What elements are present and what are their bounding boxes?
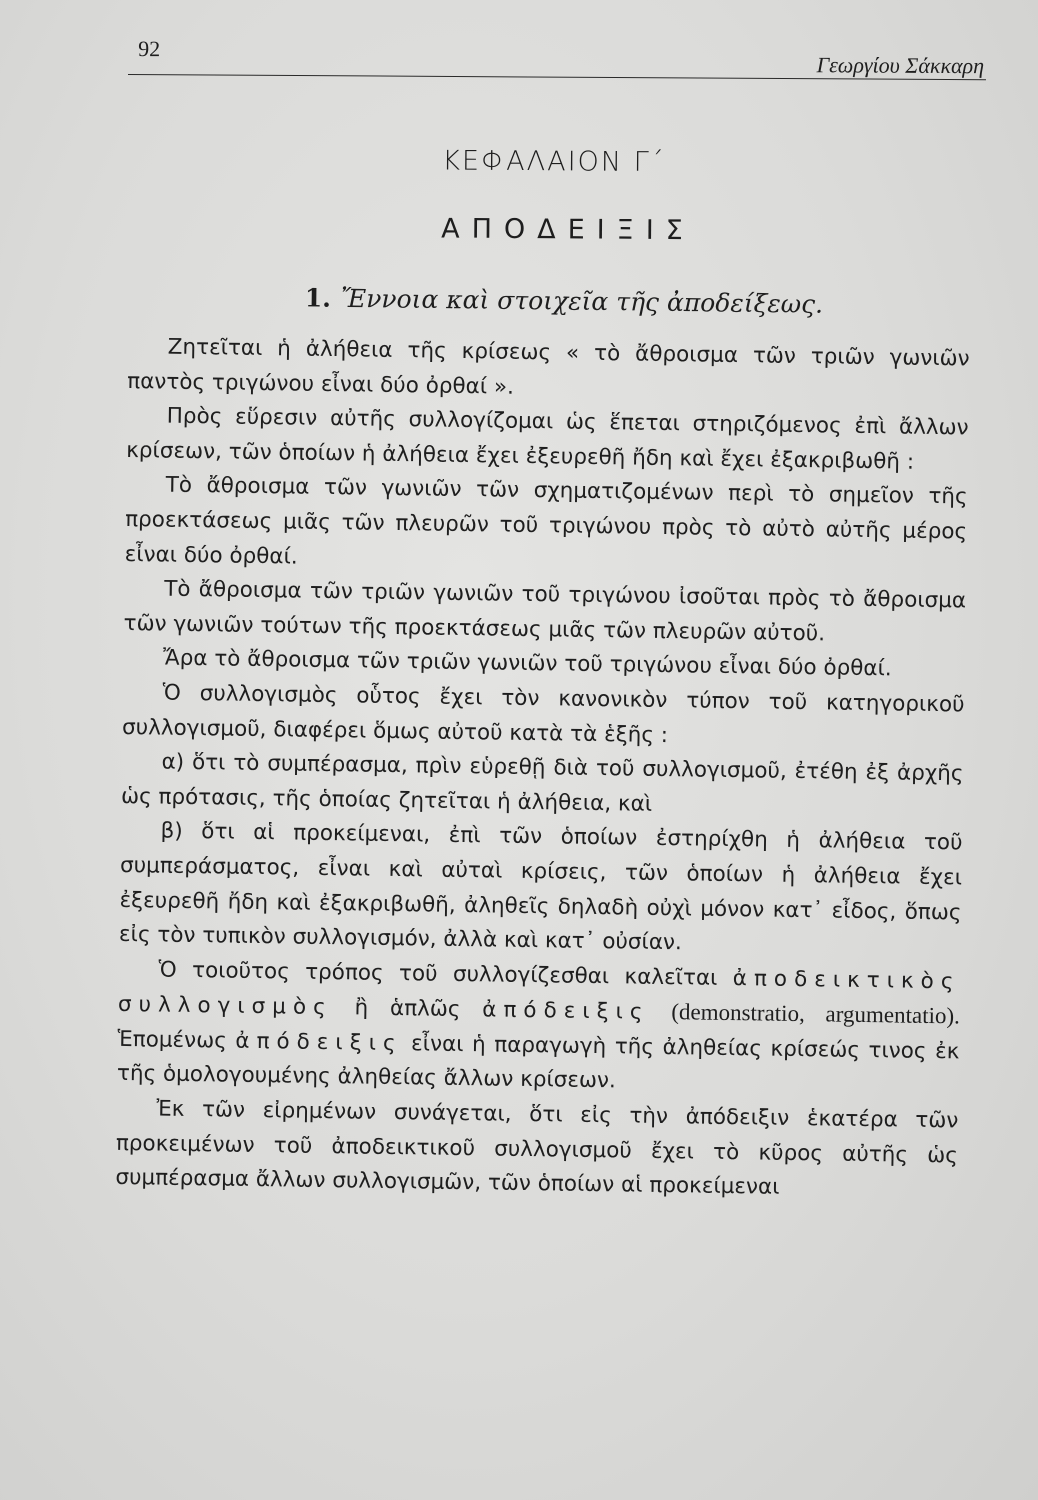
paragraph: Τὸ ἄθροισμα τῶν τριῶν γωνιῶν τοῦ τριγώνου ἰσοῦται πρὸς τὸ ἄθροισμα τῶν γωνιῶν τούτων τῆς προεκτάσεως μιᾶς τῶν πλευρῶν αὐτοῦ. [123, 576, 967, 647]
paragraph: Ζητεῖται ἡ ἀλήθεια τῆς κρίσεως « τὸ ἄθροισμα τῶν τριῶν γωνιῶν παντὸς τριγώνου εἶναι δύο ὀρθαί ». [127, 334, 970, 400]
list-item-beta: β) ὅτι αἱ προκείμεναι, ἐπὶ τῶν ὁποίων ἐστηρίχθη ἡ ἀλήθεια τοῦ συμπεράσματος, εἶναι καὶ αὐταὶ κρίσεις, τῶν ὁποίων ἡ ἀλήθεια ἔχει ἐξευρεθῆ ἤδη καὶ ἐξακριβωθῆ, ἀληθεῖς δηλαδὴ οὐχὶ μόνον κατ᾽ εἶδος, ὅπως εἰς τὸν τυπικὸν συλλογισμόν, ἀλλὰ καὶ κατ᾽ οὐσίαν. [118, 818, 963, 956]
definition-text: Ὁ τοιοῦτος τρόπος τοῦ συλλογίζεσθαι καλεῖται [158, 957, 718, 991]
paragraph: Ὁ συλλογισμὸς οὗτος ἔχει τὸν κανονικὸν τύπον τοῦ κατηγορικοῦ συλλογισμοῦ, διαφέρει ὅμως αὐτοῦ κατὰ τὰ ἑξῆς : [121, 680, 965, 748]
term-apodeixis: ἀπόδειξις [482, 997, 650, 1026]
section-heading [0, 280, 1038, 322]
definition-text: εἶναι ἡ παραγωγὴ τῆς ἀληθείας κρίσεώς τινος ἐκ τῆς ὁμολογουμένης ἀληθείας ἄλλων κρίσεων. [116, 1031, 960, 1094]
latin-term: (demonstratio, argumentatio). [671, 999, 961, 1029]
body-text [115, 330, 970, 1208]
chapter-label: ΚΕΦΑΛΑΙΟΝ Γ΄ [442, 145, 666, 179]
term-apodeixis: ἀπόδειξις [235, 1028, 403, 1057]
header-author: Γεωργίου Σάκκαρη [816, 52, 985, 79]
section-title: Ἔννοια καὶ στοιχεῖα τῆς ἀποδείξεως. [340, 283, 824, 319]
list-item-alpha: α) ὅτι τὸ συμπέρασμα, πρὶν εὑρεθῇ διὰ τοῦ συλλογισμοῦ, ἐτέθη ἐξ ἀρχῆς ὡς πρότασις, τῆς ὁποίας ζητεῖται ἡ ἀλήθεια, καὶ [120, 749, 964, 817]
definition-text: Ἑπομένως [117, 1026, 227, 1054]
paragraph: Τὸ ἄθροισμα τῶν γωνιῶν τῶν σχηματιζομένων περὶ τὸ σημεῖον τῆς προεκτάσεως μιᾶς τῶν πλευρῶν τοῦ τριγώνου πρὸς τὸ αὐτὸ αὐτῆς μέρος εἶναι δύο ὀρθαί. [124, 472, 968, 570]
paragraph: Ἐκ τῶν εἰρημένων συνάγεται, ὅτι εἰς τὴν ἀπόδειξιν ἑκατέρα τῶν προκειμένων τοῦ ἀποδεικτικοῦ συλλογισμοῦ ἔχει τὸ κῦρος αὐτῆς ὡς συμπέρασμα ἄλλων συλλογισμῶν, τῶν ὁποίων αἱ προκείμεναι [115, 1096, 959, 1201]
paragraph-definition [117, 953, 961, 1105]
paragraph: Πρὸς εὕρεσιν αὐτῆς συλλογίζομαι ὡς ἕπεται στηριζόμενος ἐπὶ ἄλλων κρίσεων, τῶν ὁποίων ἡ ἀλήθεια ἔχει ἐξευρεθῆ ἤδη καὶ ἔχει ἐξακριβωθῆ : [126, 403, 969, 475]
chapter-title: ΑΠΟΔΕΙΞΙΣ [441, 213, 695, 247]
term-apodeiktikos: ἀποδεικτικὸς συλλογισμὸς [117, 965, 961, 1021]
paragraph: Ἄρα τὸ ἄθροισμα τῶν τριῶν γωνιῶν τοῦ τριγώνου εἶναι δύο ὀρθαί. [162, 645, 892, 682]
page-number: 92 [138, 36, 161, 62]
definition-text: ἢ ἁπλῶς [354, 995, 461, 1023]
section-number: 1. [304, 283, 332, 313]
running-head [128, 34, 986, 80]
